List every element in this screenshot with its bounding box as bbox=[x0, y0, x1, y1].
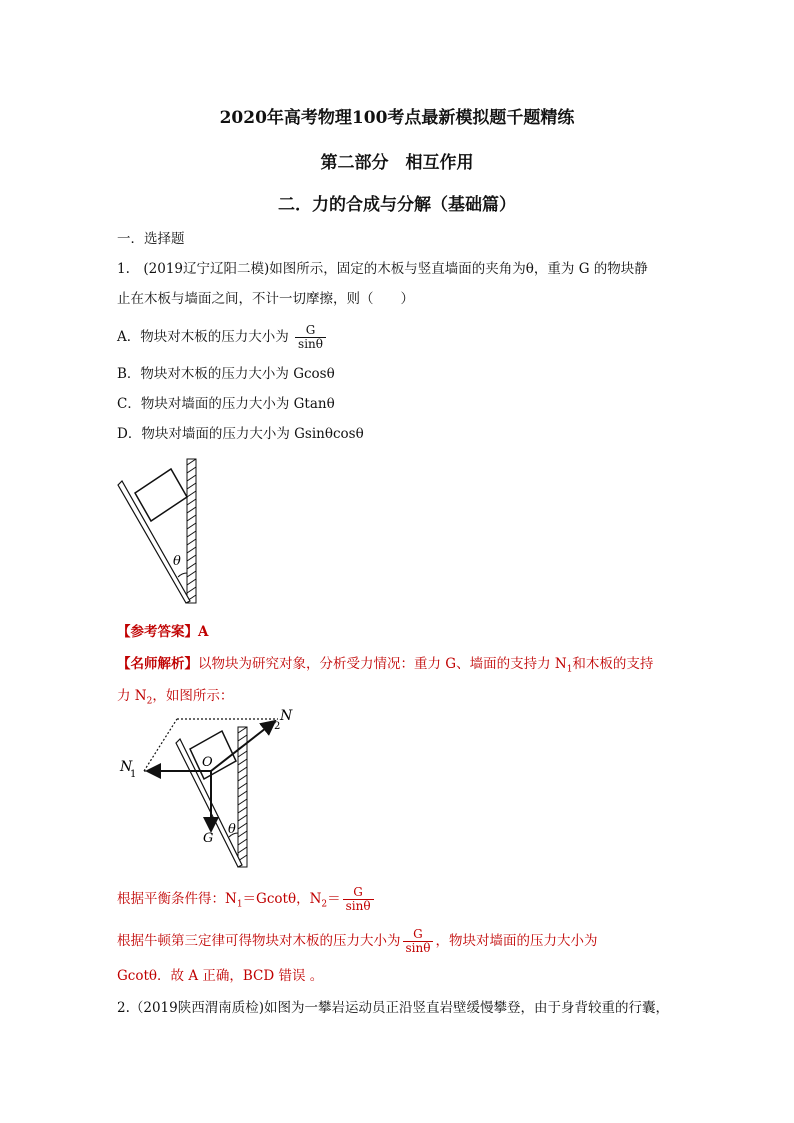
eq-denominator: sinθ bbox=[343, 899, 374, 913]
eq-equals: ＝ bbox=[327, 891, 341, 907]
label-g: G bbox=[203, 831, 214, 846]
label-n1-sub: 1 bbox=[130, 769, 137, 780]
eq-mid: ＝Gcotθ，N bbox=[242, 891, 322, 907]
analysis-text1: 以物块为研究对象，分析受力情况：重力 G、墙面的支持力 N bbox=[198, 656, 567, 672]
answer-value: A bbox=[198, 624, 209, 640]
answer-line bbox=[117, 622, 208, 642]
label-n2-sub: 2 bbox=[274, 721, 281, 732]
option-a-denominator: sinθ bbox=[295, 337, 326, 351]
analysis-text2-tail: ，如图所示： bbox=[152, 688, 234, 704]
conclusion-text: 根据牛顿第三定律可得物块对木板的压力大小为 bbox=[117, 933, 401, 949]
wall bbox=[187, 459, 196, 603]
block bbox=[135, 469, 187, 521]
equilibrium-equation bbox=[117, 886, 376, 915]
eq-sub1: 1 bbox=[236, 899, 243, 910]
label-o: O bbox=[202, 755, 213, 770]
conclusion-fraction bbox=[403, 928, 434, 955]
conclusion-line2: Gcotθ．故 A 正确，BCD 错误 。 bbox=[117, 968, 324, 984]
conclusion-denominator: sinθ bbox=[403, 941, 434, 955]
conclusion-suffix: ，物块对墙面的压力大小为 bbox=[435, 933, 598, 949]
q1-option-c: C．物块对墙面的压力大小为 Gtanθ bbox=[117, 396, 335, 412]
answer-label: 【参考答案】 bbox=[117, 624, 198, 640]
q1-option-d: D．物块对墙面的压力大小为 Gsinθcosθ bbox=[117, 426, 364, 442]
document-title: 2020年高考物理100考点最新模拟题千题精练 bbox=[219, 108, 575, 128]
eq-numerator: G bbox=[353, 885, 363, 899]
option-a-fraction bbox=[295, 324, 326, 351]
q1-stem-line2: 止在木板与墙面之间，不计一切摩擦，则（ ） bbox=[117, 291, 414, 307]
conclusion-numerator: G bbox=[413, 927, 423, 941]
theta-label: θ bbox=[173, 554, 181, 569]
question-figure bbox=[110, 455, 210, 605]
question-type-label: 一．选择题 bbox=[117, 231, 185, 247]
option-a-numerator: G bbox=[305, 323, 316, 337]
analysis-text2: 力 N bbox=[117, 688, 147, 704]
part-title: 第二部分 相互作用 bbox=[320, 153, 474, 173]
q1-option-b: B．物块对木板的压力大小为 Gcosθ bbox=[117, 366, 335, 382]
force-diagram bbox=[110, 705, 293, 870]
analysis-text1-tail: 和木板的支持 bbox=[572, 656, 654, 672]
n1-subscript: 1 bbox=[566, 664, 573, 675]
option-a-text: A．物块对木板的压力大小为 bbox=[117, 329, 289, 345]
analysis-line1 bbox=[117, 654, 653, 680]
section-title: 二．力的合成与分解（基础篇） bbox=[278, 195, 516, 215]
eq-sub2: 2 bbox=[321, 899, 328, 910]
label-n2: N bbox=[280, 708, 293, 724]
q2-stem-line1: 2.（2019陕西渭南质检)如图为一攀岩运动员正沿竖直岩壁缓慢攀登，由于身背较重的行囊， bbox=[117, 1000, 670, 1016]
n2-subscript: 2 bbox=[146, 696, 153, 707]
analysis-label: 【名师解析】 bbox=[117, 656, 198, 672]
label-n1: N bbox=[120, 759, 133, 775]
conclusion-line1 bbox=[117, 928, 597, 955]
q1-stem-line1: 1. (2019辽宁辽阳二模)如图所示，固定的木板与竖直墙面的夹角为θ，重为 G 的物块静 bbox=[117, 261, 648, 277]
label-theta: θ bbox=[228, 822, 236, 837]
q1-option-a bbox=[117, 324, 328, 351]
eq-text: 根据平衡条件得：N bbox=[117, 891, 237, 907]
eq-fraction bbox=[343, 886, 374, 913]
